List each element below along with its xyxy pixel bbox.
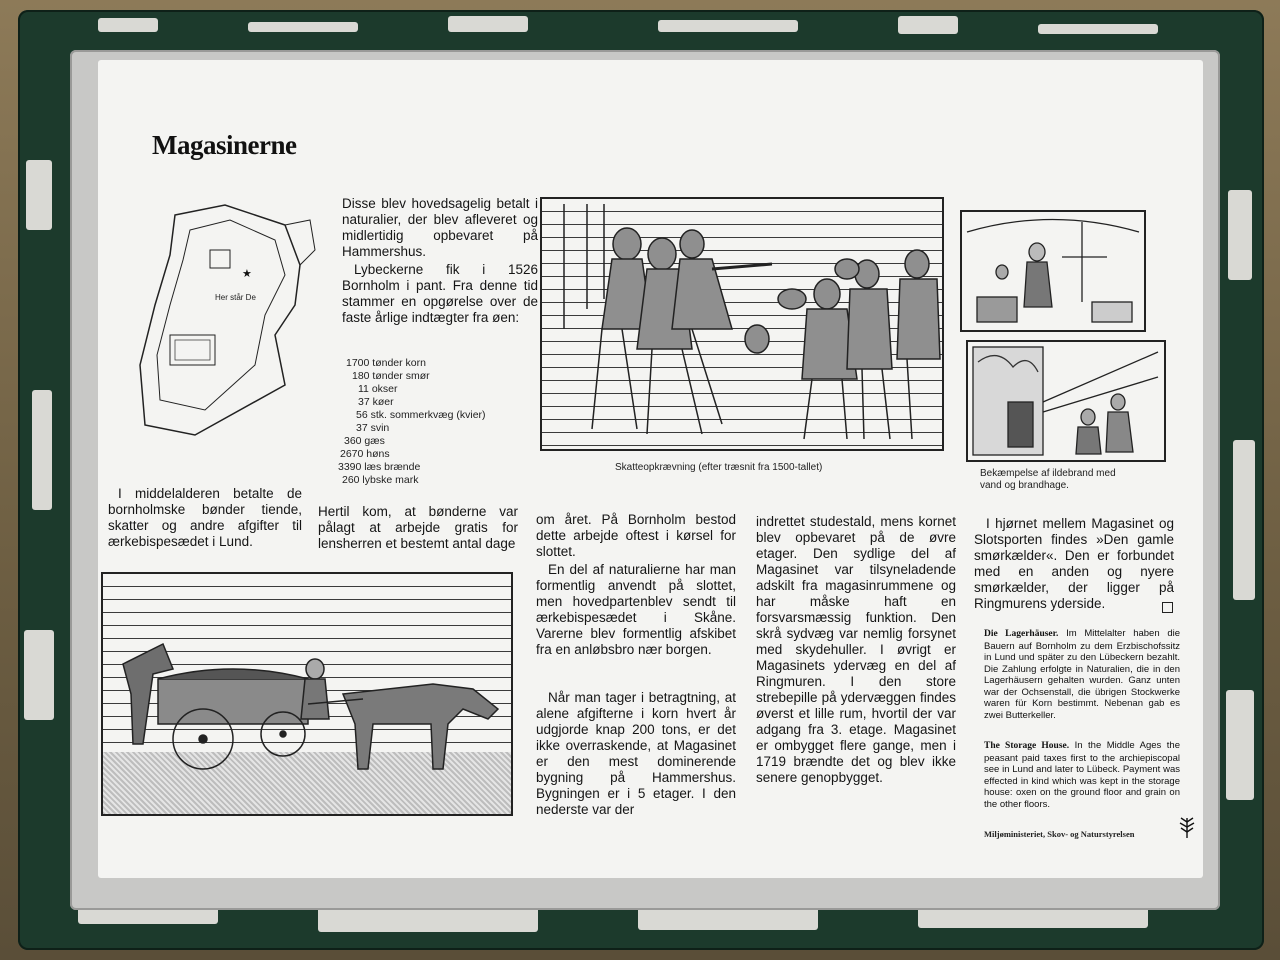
footer-credit: Miljøministeriet, Skov- og Naturstyrelsen — [984, 829, 1135, 839]
castle-map — [135, 195, 325, 445]
list-item: 37 svin — [356, 422, 390, 434]
list-item: 11 okser — [358, 383, 398, 395]
list-item: 56 stk. sommerkvæg (kvier) — [356, 409, 486, 421]
intro-paragraph-2: Lybeckerne fik i 1526 Bornholm i pant. Fra denne tid stammer en opgørelse over de faste årlige indtægter fra øen: — [342, 262, 538, 325]
intro-paragraph-1: Disse blev hovedsagelig betalt i naturalier, der blev afleveret og midlertidig opbevaret på Hammershus. — [342, 196, 538, 259]
list-item: 37 køer — [358, 396, 394, 408]
caption-tax: Skatteopkrævning (efter træsnit fra 1500-tallet) — [615, 462, 823, 473]
storage-illustration — [960, 210, 1146, 332]
tax-collection-illustration — [540, 197, 944, 451]
map-label: Her står De — [215, 293, 256, 302]
column-5-text: I hjørnet mellem Magasinet og Slotsporten findes »Den gamle smørkælder«. Den er forbundet med en anden og nyere smørkælder, der ligger på Ringmurens yderside. — [974, 516, 1174, 611]
german-text: Im Mittelalter haben die Bauern auf Bornholm zu dem Erzbischofssitz in Lund und später zu den Lübeckern bezahlt. Die Zahlung erfolgte in Naturalien, die in den Lagerhäusern gehalten wurden. Ganz unten war der Ochsenstall, die übrigen Stockwerke waren für Korn bestimmt. Nebenan gab es zwei Butterkeller. — [984, 628, 1180, 721]
ministry-logo-icon — [1176, 814, 1198, 840]
column-3-text-3: Når man tager i betragtning, at alene afgifterne i korn hvert år udgjorde knap 200 tons, er det ikke overraskende, at Magasinet er den mest dominerende bygning på Hammershus. Bygningen er i 5 etager. I den nederste var der — [536, 690, 736, 817]
list-item: 2670 høns — [340, 448, 390, 460]
caption-fire: Bekæmpelse af ildebrand med vand og brandhage. — [980, 468, 1116, 491]
column-1-text: I middelalderen betalte de bornholmske bønder tiende, skatter og andre afgifter til ærkebispesædet i Lund. — [108, 486, 302, 549]
end-mark-icon — [1162, 602, 1173, 613]
german-title: Die Lagerhäuser. — [984, 629, 1059, 639]
list-item: 1700 tønder korn — [346, 357, 426, 369]
income-list — [330, 357, 486, 487]
column-4-text: indrettet studestald, mens kornet blev opbevaret på de øvre etager. Den sydlige del af Magasinet var tilsyneladende adskilt fra magasinrummene og har måske haft en forsvarsmæssig funktion. Den skrå sydvæg var nemlig forsynet med skydehuller. I øvrigt er Magasinets ydervæg en del af Ringmuren. I den store strebepille på ydervæggen findes øverst et lille rum, hvortil der var adgang fra 3. etage. Magasinet er ombygget flere gange, men i 1719 brændte det og blev ikke senere genopbygget. — [756, 514, 956, 785]
list-item: 180 tønder smør — [352, 370, 430, 382]
list-item: 3390 læs brænde — [338, 461, 421, 473]
firefighting-illustration — [966, 340, 1166, 462]
column-2-text: Hertil kom, at bønderne var pålagt at arbejde gratis for lensherren et bestemt antal dage — [318, 504, 518, 551]
english-title: The Storage House. — [984, 741, 1070, 751]
english-summary — [984, 740, 1180, 810]
column-3-text-1: om året. På Bornholm bestod dette arbejde oftest i kørsel for slottet. — [536, 512, 736, 559]
german-summary — [984, 628, 1180, 721]
page-title: Magasinerne — [152, 130, 297, 160]
list-item: 360 gæs — [344, 435, 385, 447]
column-3-text-2: En del af naturalierne har man formentlig anvendt på slottet, men hovedpartenblev sendt til ærkebispesædet i Skåne. Varerne blev formentlig afskibet fra en anløbsbro nær borgen. — [536, 562, 736, 657]
list-item: 260 lybske mark — [342, 474, 419, 486]
english-text: In the Middle Ages the peasant paid taxes first to the archiepiscopal see in Lund and later to Lübeck. Payment was effected in kind which was kept in the storage house: oxen on the ground floor and grain on the other floors. — [984, 740, 1180, 810]
you-are-here-star-icon: ★ — [242, 268, 252, 280]
horse-cart-illustration — [101, 572, 513, 816]
